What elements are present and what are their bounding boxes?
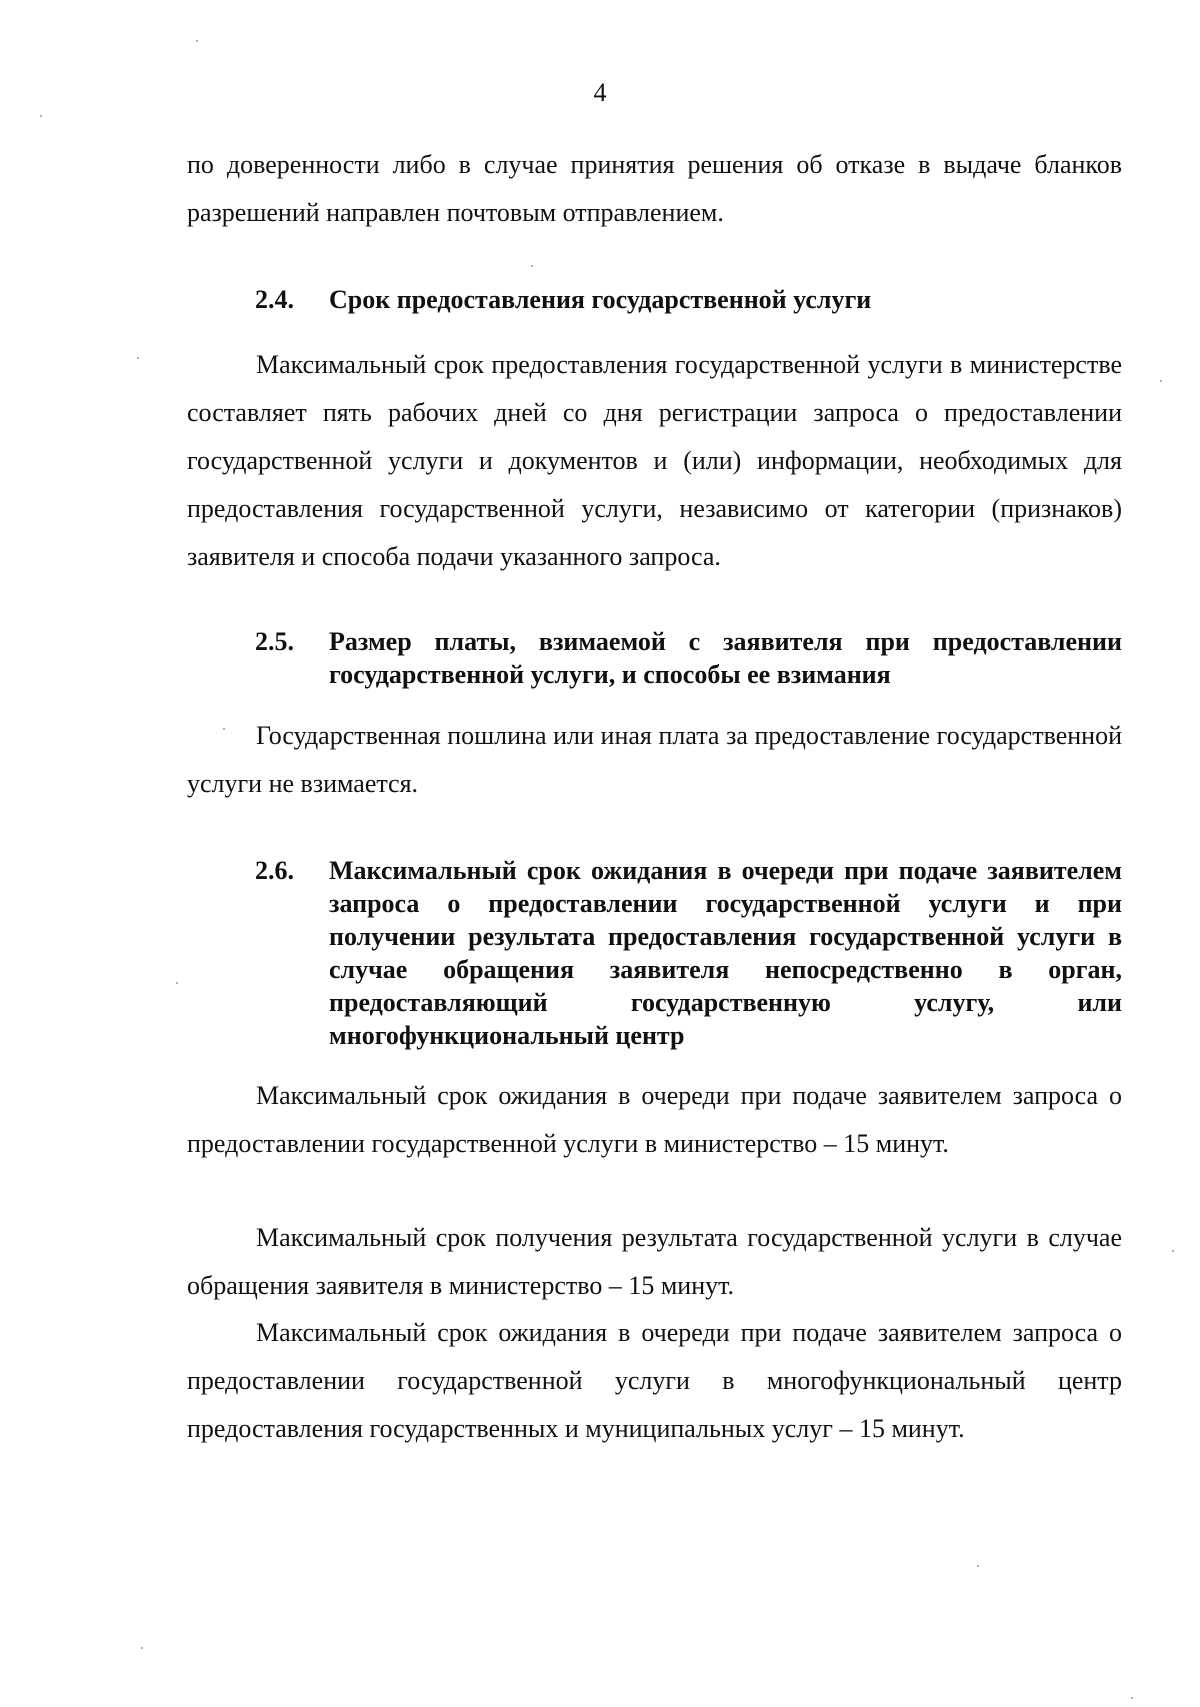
scan-speck [40, 115, 42, 117]
scan-speck [1172, 1250, 1174, 1252]
paragraph-fee: Государственная пошлина или иная плата за предоставление государственной услуги не взимается. [187, 721, 1122, 798]
section-number: 2.4. [255, 285, 294, 314]
scan-speck [223, 728, 225, 730]
scan-speck [1160, 380, 1162, 382]
section-title: Размер платы, взимаемой с заявителя при предоставлении государственной услуги, и способы ее взимания [329, 627, 1122, 689]
section-title: Срок предоставления государственной услуги [329, 285, 872, 314]
paragraph-queue-mfc: Максимальный срок ожидания в очереди при подаче заявителем запроса о предоставлении государственной услуги в многофункциональный центр предоставления государственных и муниципальных услуг – 15 минут. [187, 1318, 1122, 1443]
section-2-5-heading [255, 625, 1122, 691]
scan-speck [977, 1565, 979, 1567]
scan-speck [176, 982, 178, 984]
scan-speck [141, 1647, 143, 1649]
paragraph-queue-ministry: Максимальный срок ожидания в очереди при подаче заявителем запроса о предоставлении государственной услуги в министерство – 15 минут. [187, 1081, 1122, 1158]
scan-speck [196, 40, 198, 42]
section-number: 2.5. [255, 627, 294, 656]
section-number: 2.6. [255, 856, 294, 885]
scan-speck [137, 357, 139, 359]
scan-speck [1131, 1697, 1133, 1699]
paragraph-continuation: по доверенности либо в случае принятия решения об отказе в выдаче бланков разрешений направлен почтовым отправлением. [187, 150, 1122, 227]
section-2-4-heading [255, 283, 1122, 316]
page-number: 4 [593, 78, 607, 107]
paragraph-result-ministry: Максимальный срок получения результата государственной услуги в случае обращения заявителя в министерство – 15 минут. [187, 1223, 1122, 1300]
scan-speck [531, 265, 533, 267]
section-title: Максимальный срок ожидания в очереди при подаче заявителем запроса о предоставлении государственной услуги и при получении результата предоставления государственной услуги в случае обращения заявителя непосредственно в орган, предоставляющий государственную услугу, или многофункциональный центр [329, 856, 1122, 1050]
paragraph-service-term: Максимальный срок предоставления государственной услуги в министерстве составляет пять рабочих дней со дня регистрации запроса о предоставлении государственной услуги и документов и (или) информации, необходимых для предоставления государственной услуги, независимо от категории (признаков) заявителя и способа подачи указанного запроса. [187, 350, 1122, 571]
section-2-6-heading [255, 854, 1122, 1052]
